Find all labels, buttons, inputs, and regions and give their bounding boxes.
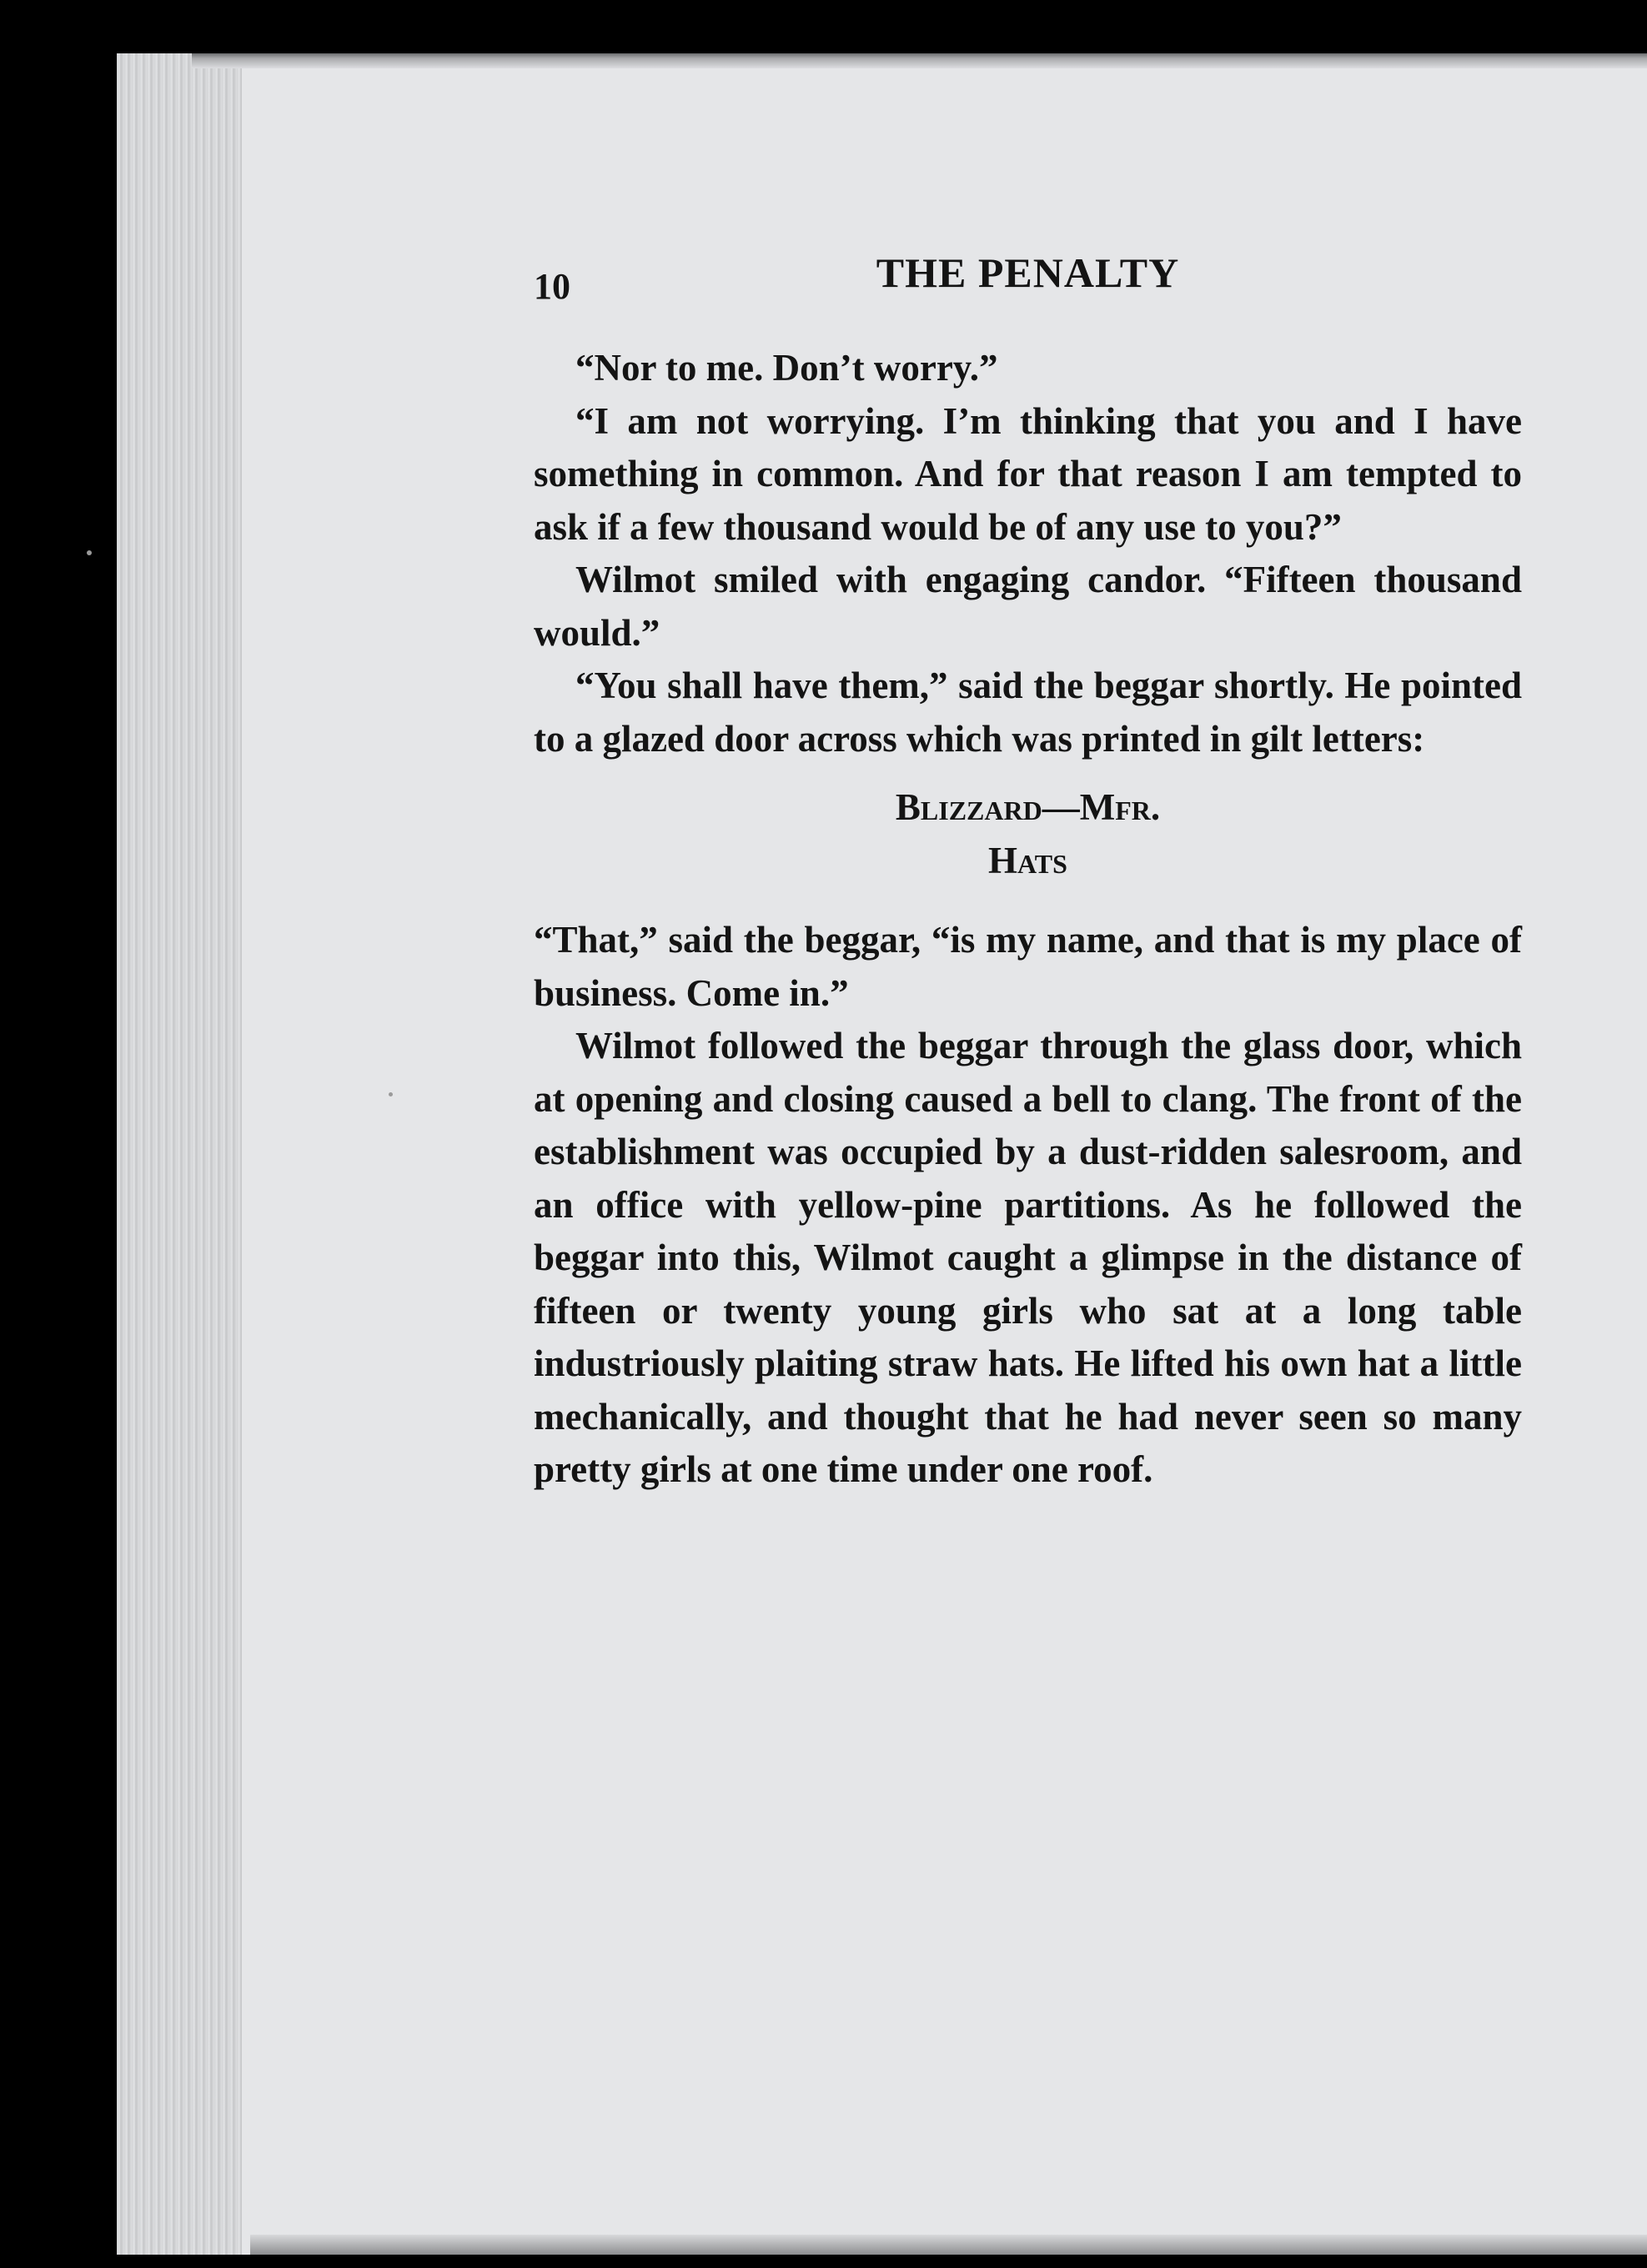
running-header [534, 248, 1522, 307]
sign-line-product: Hats [988, 840, 1067, 881]
page-top-edge [192, 53, 1647, 68]
page-bottom-edge [250, 2235, 1647, 2255]
page-edge-stack [117, 53, 242, 2255]
paragraph: “That,” said the beggar, “is my name, and that is my place of business. Come in.” [534, 919, 1522, 1014]
body-text [534, 342, 1522, 1497]
scan-speck [389, 1092, 393, 1096]
page-number: 10 [534, 266, 570, 307]
running-title: THE PENALTY [876, 249, 1180, 296]
paragraph: Wilmot smiled with engaging candor. “Fifteen thousand would.” [534, 559, 1522, 654]
scan-speck [87, 550, 92, 555]
paragraph: “I am not worrying. I’m thinking that you and I have something in common. And for that reason I am tempted to ask if a few thousand would be of any use to you?” [534, 399, 1522, 548]
sign-line-name: Blizzard—Mfr. [895, 786, 1161, 828]
paragraph: Wilmot followed the beggar through the glass door, which at opening and closing caused a bell to clang. The front of the establishment was occupied by a dust-ridden salesroom, and an office with yellow-pine partitions. As he followed the beggar into this, Wilmot caught a glimpse in the distance of fifteen or twenty young girls who sat at a long table industriously plaiting straw hats. He lifted his own hat a little mechanically, and thought that he had never seen so many pretty girls at one time under one roof. [534, 1025, 1522, 1490]
paragraph: “You shall have them,” said the beggar shortly. He pointed to a glazed door across which was printed in gilt letters: [534, 665, 1522, 760]
door-sign [534, 780, 1522, 887]
paragraph: “Nor to me. Don’t worry.” [575, 347, 998, 389]
